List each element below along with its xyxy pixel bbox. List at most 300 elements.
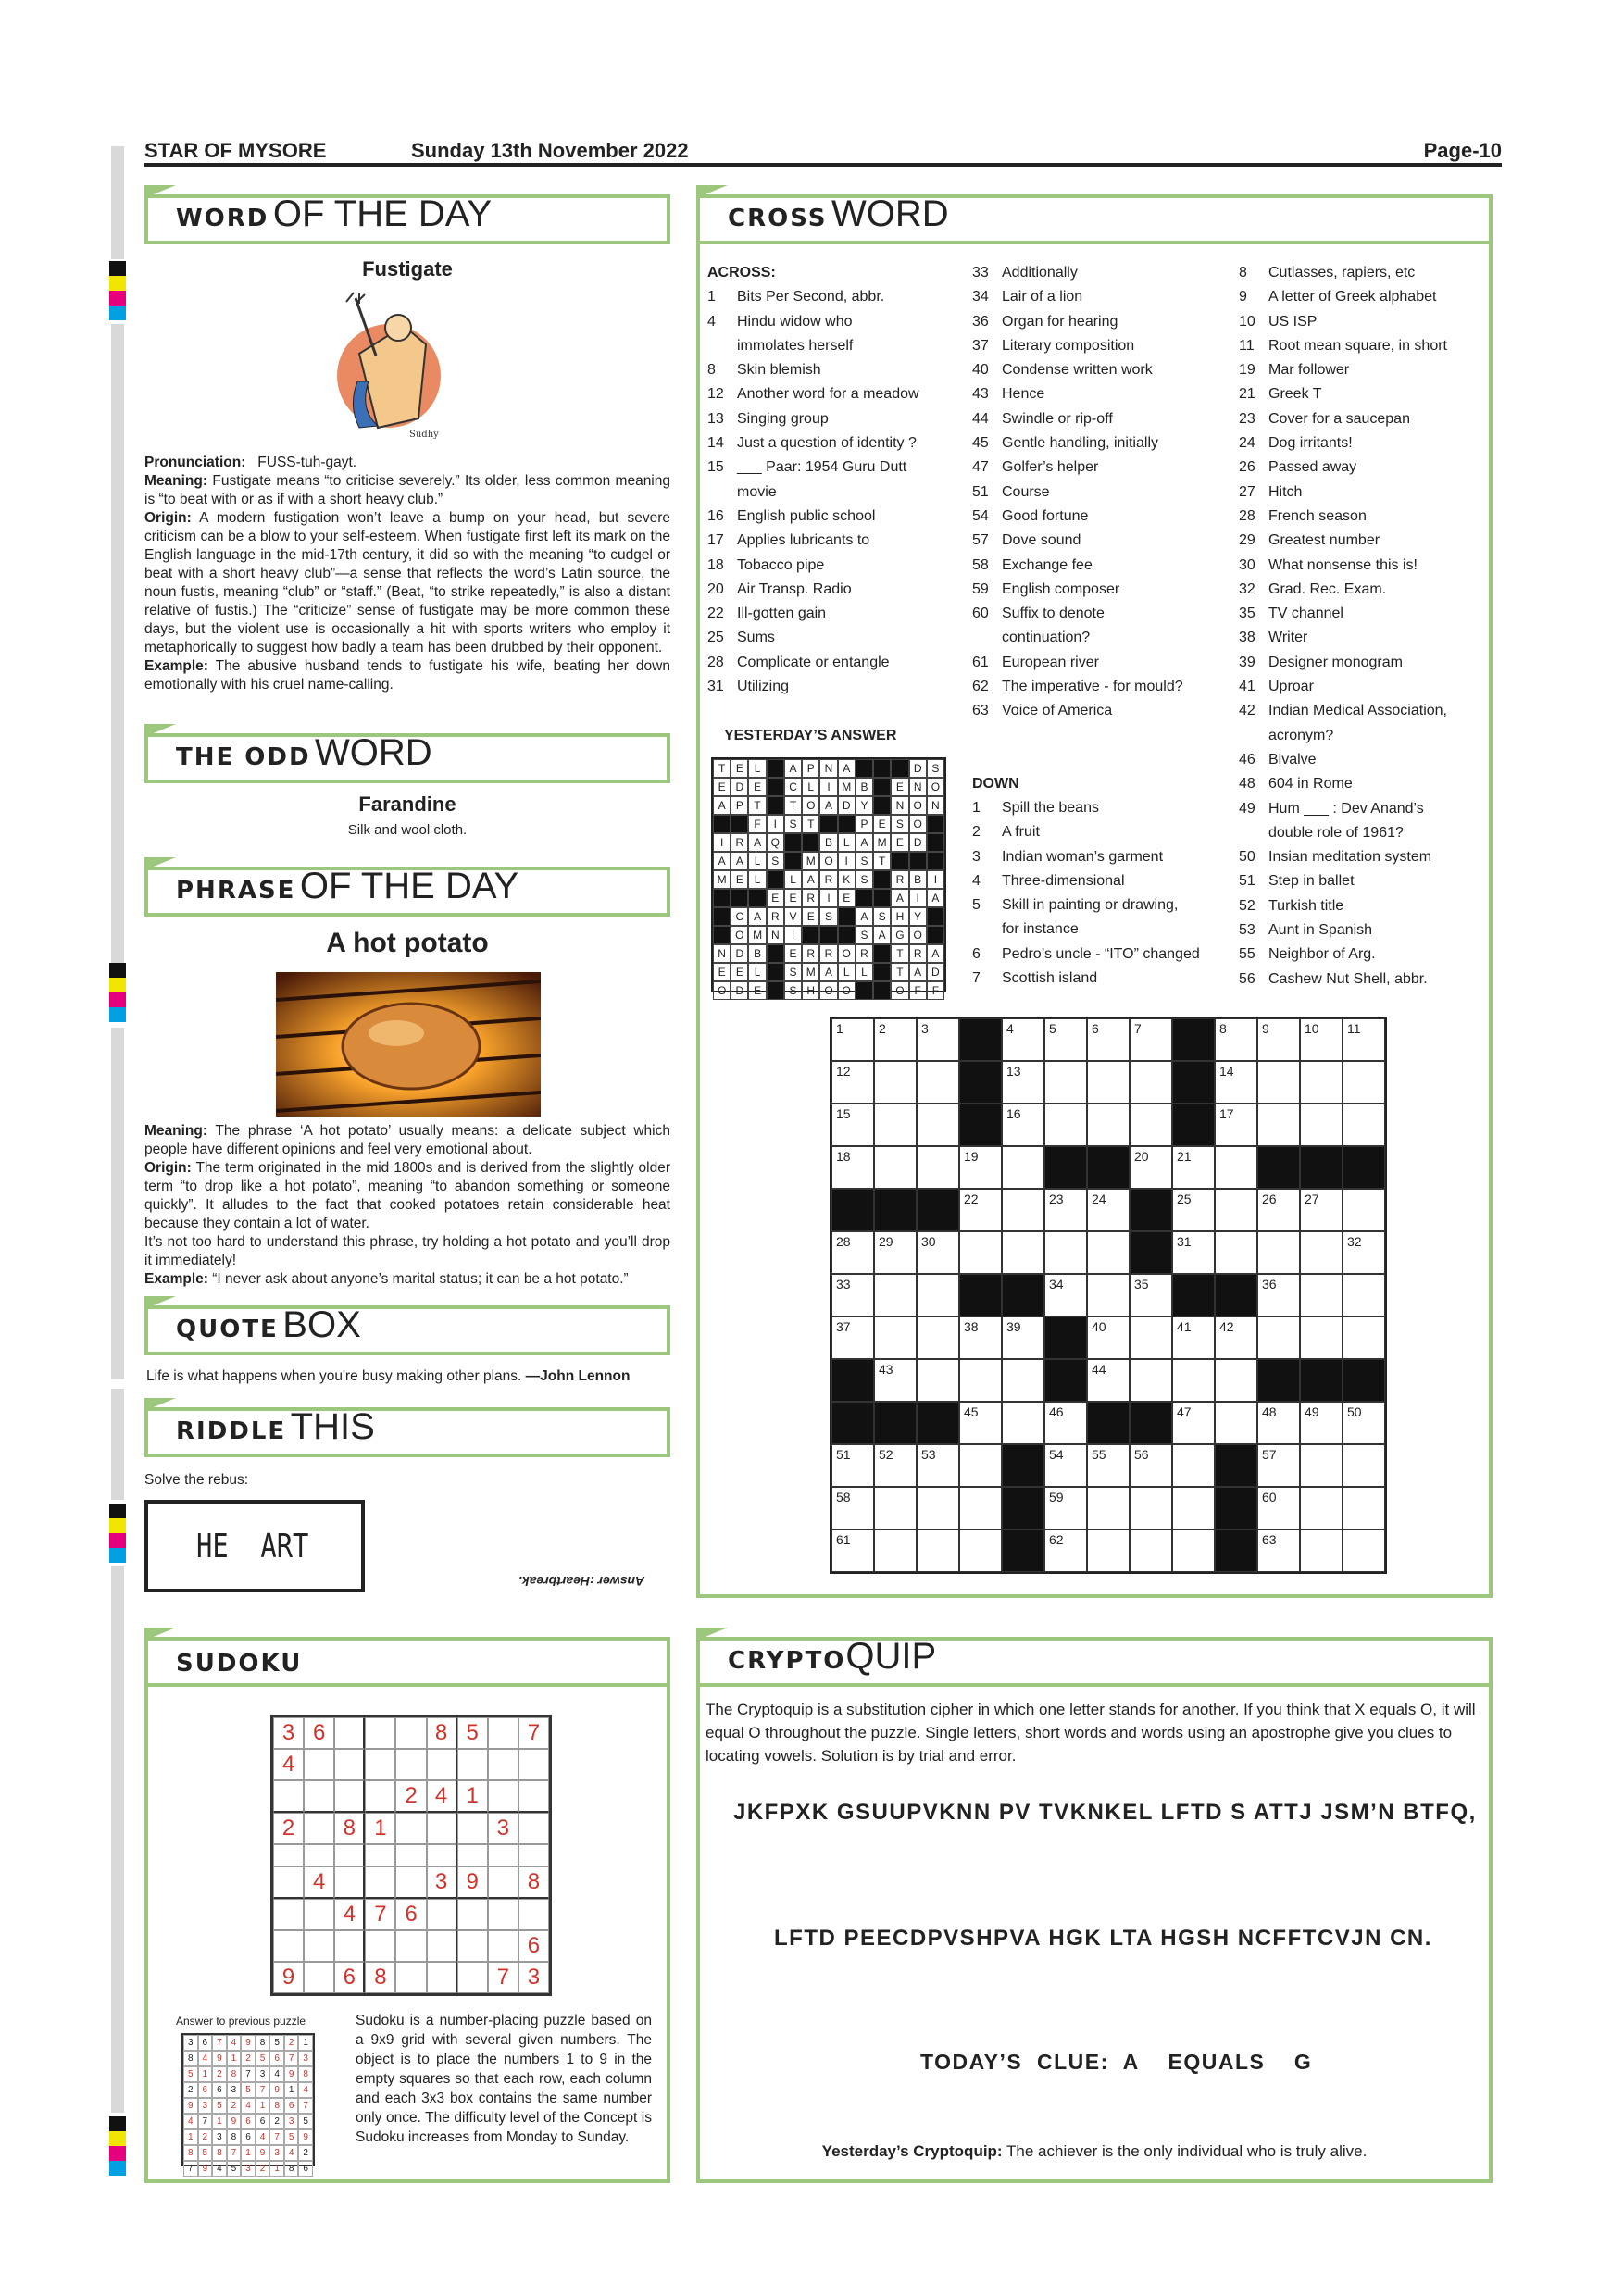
crossword-cell[interactable]: 45 xyxy=(959,1402,1002,1444)
sudoku-empty-cell[interactable] xyxy=(427,1930,457,1962)
clue-text: double role of 1961? xyxy=(1268,824,1404,841)
clue-row xyxy=(1239,358,1489,382)
crossword-cell[interactable] xyxy=(1087,1061,1130,1104)
phrase-of-day-banner xyxy=(144,867,670,917)
rebus-box xyxy=(144,1500,365,1592)
answer-cell: O xyxy=(909,815,927,833)
crossword-cell[interactable]: 34 xyxy=(1044,1274,1087,1316)
crossword-cell[interactable] xyxy=(1087,1529,1130,1572)
crossword-cell[interactable] xyxy=(1300,1231,1343,1274)
black-square xyxy=(1343,1359,1385,1402)
clue-text: Skin blemish xyxy=(737,362,821,379)
crossword-cell[interactable] xyxy=(917,1487,959,1529)
crossword-cell[interactable] xyxy=(1130,1316,1172,1359)
crossword-cell[interactable]: 22 xyxy=(959,1189,1002,1231)
crossword-cell[interactable]: 31 xyxy=(1172,1231,1215,1274)
crossword-cell[interactable] xyxy=(874,1146,917,1189)
sudoku-empty-cell[interactable] xyxy=(334,1717,365,1749)
sudoku-answer-title: Answer to previous puzzle xyxy=(176,2015,306,2028)
answer-cell: I xyxy=(927,870,944,889)
clue-text: Hindu widow who xyxy=(737,313,853,330)
crossword-cell[interactable] xyxy=(917,1359,959,1402)
sudoku-answer-cell: 2 xyxy=(227,2098,242,2114)
crossword-cell[interactable] xyxy=(1087,1274,1130,1316)
sudoku-empty-cell[interactable] xyxy=(304,1844,334,1866)
crossword-cell[interactable] xyxy=(874,1061,917,1104)
clue-number: 30 xyxy=(1239,556,1255,573)
sudoku-empty-cell[interactable] xyxy=(457,1844,488,1866)
sudoku-empty-cell[interactable] xyxy=(427,1749,457,1780)
crossword-cell[interactable]: 30 xyxy=(917,1231,959,1274)
crossword-cell[interactable] xyxy=(1044,1231,1087,1274)
clue-row xyxy=(707,554,957,578)
black-square xyxy=(873,759,891,778)
crossword-cell[interactable]: 32 xyxy=(1343,1231,1385,1274)
crossword-cell[interactable] xyxy=(1257,1061,1300,1104)
crossword-cell[interactable] xyxy=(959,1231,1002,1274)
crossword-cell[interactable] xyxy=(1300,1529,1343,1572)
clue-number: 41 xyxy=(1239,679,1255,695)
clue-row xyxy=(972,505,1222,529)
sudoku-empty-cell[interactable] xyxy=(395,1866,426,1899)
sudoku-empty-cell[interactable] xyxy=(365,1749,395,1780)
sudoku-empty-cell[interactable] xyxy=(395,1962,426,1993)
sudoku-empty-cell[interactable] xyxy=(304,1813,334,1844)
crossword-cell[interactable]: 63 xyxy=(1257,1529,1300,1572)
crossword-cell[interactable]: 9 xyxy=(1257,1018,1300,1061)
sudoku-given-cell: 3 xyxy=(518,1962,549,1993)
crossword-cell[interactable] xyxy=(874,1274,917,1316)
crossword-cell[interactable] xyxy=(1215,1402,1257,1444)
sudoku-empty-cell[interactable] xyxy=(518,1844,549,1866)
black-square xyxy=(1257,1359,1300,1402)
crossword-cell[interactable]: 36 xyxy=(1257,1274,1300,1316)
clue-text: Suffix to denote xyxy=(1002,605,1105,622)
black-square xyxy=(831,1189,874,1231)
sudoku-empty-cell[interactable] xyxy=(334,1780,365,1813)
crossword-cell[interactable]: 44 xyxy=(1087,1359,1130,1402)
clue-row xyxy=(972,285,1222,309)
page-header xyxy=(144,137,1502,167)
color-mark xyxy=(109,2131,126,2146)
sudoku-answer-cell: 6 xyxy=(198,2035,213,2051)
crossword-cell[interactable]: 38 xyxy=(959,1316,1002,1359)
crossword-cell[interactable]: 40 xyxy=(1087,1316,1130,1359)
crossword-cell[interactable]: 60 xyxy=(1257,1487,1300,1529)
sudoku-empty-cell[interactable] xyxy=(518,1780,549,1813)
black-square xyxy=(767,796,784,815)
crossword-cell[interactable] xyxy=(1300,1061,1343,1104)
crossword-cell[interactable] xyxy=(1172,1529,1215,1572)
crossword-cell[interactable] xyxy=(917,1316,959,1359)
crossword-cell[interactable]: 54 xyxy=(1044,1444,1087,1487)
crossword-cell[interactable] xyxy=(1343,1316,1385,1359)
sudoku-answer-cell: 4 xyxy=(256,2129,270,2145)
sudoku-empty-cell[interactable] xyxy=(273,1930,304,1962)
sudoku-answer-cell: 6 xyxy=(212,2082,227,2098)
crossword-grid[interactable] xyxy=(830,1017,1387,1574)
sudoku-empty-cell[interactable] xyxy=(457,1899,488,1930)
crossword-cell[interactable] xyxy=(1257,1231,1300,1274)
crossword-cell[interactable]: 26 xyxy=(1257,1189,1300,1231)
crossword-cell[interactable]: 8 xyxy=(1215,1018,1257,1061)
clue-number: 28 xyxy=(1239,507,1255,524)
crossword-cell[interactable] xyxy=(874,1529,917,1572)
clue-text: Lair of a lion xyxy=(1002,289,1083,306)
quote-text: Life is what happens when you're busy making other plans. —John Lennon xyxy=(146,1368,631,1384)
black-square xyxy=(927,907,944,926)
sudoku-empty-cell[interactable] xyxy=(518,1749,549,1780)
crossword-cell[interactable] xyxy=(1343,1061,1385,1104)
crossword-cell[interactable] xyxy=(917,1274,959,1316)
crossword-cell[interactable] xyxy=(959,1444,1002,1487)
sudoku-empty-cell[interactable] xyxy=(427,1899,457,1930)
crossword-cell[interactable] xyxy=(874,1487,917,1529)
sudoku-answer-cell: 2 xyxy=(269,2114,284,2129)
crossword-cell[interactable]: 29 xyxy=(874,1231,917,1274)
clue-number xyxy=(1239,724,1268,748)
black-square xyxy=(891,759,908,778)
sudoku-empty-cell[interactable] xyxy=(488,1780,518,1813)
clue-text: acronym? xyxy=(1268,727,1334,743)
answer-cell: D xyxy=(909,759,927,778)
crossword-cell[interactable]: 39 xyxy=(1002,1316,1044,1359)
clue-number: 20 xyxy=(707,580,724,597)
sudoku-empty-cell[interactable] xyxy=(304,1930,334,1962)
sudoku-given-cell: 1 xyxy=(365,1813,395,1844)
clue-number: 4 xyxy=(972,872,981,889)
crossword-cell[interactable] xyxy=(959,1359,1002,1402)
crossword-cell[interactable]: 62 xyxy=(1044,1529,1087,1572)
sudoku-empty-cell[interactable] xyxy=(488,1749,518,1780)
answer-cell: I xyxy=(767,815,784,833)
clue-number: 1 xyxy=(707,289,716,306)
sudoku-empty-cell[interactable] xyxy=(334,1866,365,1899)
sudoku-empty-cell[interactable] xyxy=(488,1717,518,1749)
crossword-cell[interactable]: 48 xyxy=(1257,1402,1300,1444)
crossword-cell[interactable] xyxy=(1343,1487,1385,1529)
clue-row xyxy=(972,699,1222,723)
sudoku-answer-cell: 4 xyxy=(241,2098,256,2114)
crossword-cell[interactable]: 21 xyxy=(1172,1146,1215,1189)
sudoku-empty-cell[interactable] xyxy=(304,1749,334,1780)
crossword-cell[interactable] xyxy=(1002,1231,1044,1274)
crossword-cell[interactable]: 46 xyxy=(1044,1402,1087,1444)
sudoku-empty-cell[interactable] xyxy=(427,1844,457,1866)
crossword-cell[interactable] xyxy=(959,1487,1002,1529)
sudoku-empty-cell[interactable] xyxy=(457,1813,488,1844)
color-mark xyxy=(109,1007,126,1022)
crossword-cell[interactable]: 50 xyxy=(1343,1402,1385,1444)
crossword-cell[interactable]: 41 xyxy=(1172,1316,1215,1359)
sudoku-empty-cell[interactable] xyxy=(365,1866,395,1899)
answer-cell: R xyxy=(891,870,908,889)
sudoku-empty-cell[interactable] xyxy=(365,1930,395,1962)
crossword-cell[interactable]: 12 xyxy=(831,1061,874,1104)
crossword-cell[interactable] xyxy=(1002,1402,1044,1444)
clue-text: Three-dimensional xyxy=(1002,872,1125,889)
answer-cell: T xyxy=(891,963,908,981)
crossword-cell[interactable]: 61 xyxy=(831,1529,874,1572)
sudoku-empty-cell[interactable] xyxy=(395,1717,426,1749)
clue-row xyxy=(972,578,1222,602)
answer-cell: P xyxy=(731,796,748,815)
crossword-cell[interactable]: 20 xyxy=(1130,1146,1172,1189)
color-mark xyxy=(109,992,126,1007)
sudoku-empty-cell[interactable] xyxy=(334,1930,365,1962)
crossword-cell[interactable] xyxy=(1343,1189,1385,1231)
paper-name: STAR OF MYSORE xyxy=(144,139,327,162)
crossword-cell[interactable]: 24 xyxy=(1087,1189,1130,1231)
answer-cell: A xyxy=(909,963,927,981)
crossword-cell[interactable]: 23 xyxy=(1044,1189,1087,1231)
sudoku-empty-cell[interactable] xyxy=(365,1717,395,1749)
crossword-cell[interactable] xyxy=(1130,1359,1172,1402)
crossword-cell[interactable]: 14 xyxy=(1215,1061,1257,1104)
clue-text: Cashew Nut Shell, abbr. xyxy=(1268,970,1428,987)
crossword-cell[interactable] xyxy=(1044,1061,1087,1104)
answer-cell: A xyxy=(819,963,837,981)
clue-text: Additionally xyxy=(1002,265,1078,281)
clue-row xyxy=(1239,505,1489,529)
clue-row xyxy=(707,675,957,699)
crossword-cell[interactable]: 16 xyxy=(1002,1104,1044,1146)
crossword-cell[interactable] xyxy=(1343,1274,1385,1316)
sudoku-empty-cell[interactable] xyxy=(334,1844,365,1866)
sudoku-answer-cell: 7 xyxy=(183,2161,198,2177)
crossword-cell[interactable] xyxy=(1172,1487,1215,1529)
crossword-cell[interactable] xyxy=(1172,1359,1215,1402)
crossword-cell[interactable]: 59 xyxy=(1044,1487,1087,1529)
crossword-cell[interactable] xyxy=(1044,1104,1087,1146)
sudoku-empty-cell[interactable] xyxy=(457,1962,488,1993)
crossword-cell[interactable]: 27 xyxy=(1300,1189,1343,1231)
crossword-cell[interactable] xyxy=(917,1104,959,1146)
crossword-cell[interactable] xyxy=(1257,1316,1300,1359)
sudoku-empty-cell[interactable] xyxy=(457,1930,488,1962)
crossword-cell[interactable]: 33 xyxy=(831,1274,874,1316)
crossword-cell[interactable] xyxy=(1215,1146,1257,1189)
sudoku-empty-cell[interactable] xyxy=(273,1780,304,1813)
yesterday-answer-title: YESTERDAY’S ANSWER xyxy=(724,728,897,743)
crossword-cell[interactable]: 53 xyxy=(917,1444,959,1487)
crossword-cell[interactable]: 6 xyxy=(1087,1018,1130,1061)
crossword-cell[interactable] xyxy=(917,1529,959,1572)
crossword-cell[interactable] xyxy=(1002,1189,1044,1231)
clue-text: Organ for hearing xyxy=(1002,313,1118,330)
sudoku-empty-cell[interactable] xyxy=(427,1813,457,1844)
crossword-cell[interactable] xyxy=(1087,1104,1130,1146)
sudoku-answer-cell: 3 xyxy=(183,2035,198,2051)
crossword-cell[interactable]: 15 xyxy=(831,1104,874,1146)
clue-number: 4 xyxy=(707,313,716,330)
crossword-cell[interactable]: 10 xyxy=(1300,1018,1343,1061)
sudoku-answer-cell: 7 xyxy=(269,2129,284,2145)
answer-cell: L xyxy=(856,963,873,981)
crossword-cell[interactable]: 1 xyxy=(831,1018,874,1061)
clue-text: Course xyxy=(1002,483,1050,500)
clue-text: Passed away xyxy=(1268,459,1357,476)
crossword-cell[interactable] xyxy=(874,1104,917,1146)
crossword-cell[interactable]: 7 xyxy=(1130,1018,1172,1061)
clue-number: 35 xyxy=(1239,605,1255,622)
answer-cell: N xyxy=(713,944,731,963)
clue-row xyxy=(1239,967,1489,992)
crossword-cell[interactable] xyxy=(1215,1359,1257,1402)
crossword-cell[interactable] xyxy=(874,1316,917,1359)
crossword-cell[interactable]: 57 xyxy=(1257,1444,1300,1487)
sudoku-empty-cell[interactable] xyxy=(304,1780,334,1813)
clue-row xyxy=(707,602,957,626)
sudoku-empty-cell[interactable] xyxy=(273,1866,304,1899)
crossword-cell[interactable] xyxy=(1300,1104,1343,1146)
crossword-cell[interactable] xyxy=(1300,1274,1343,1316)
crossword-cell[interactable] xyxy=(1130,1104,1172,1146)
sudoku-empty-cell[interactable] xyxy=(304,1899,334,1930)
crossword-cell[interactable] xyxy=(959,1529,1002,1572)
sudoku-empty-cell[interactable] xyxy=(395,1930,426,1962)
sudoku-empty-cell[interactable] xyxy=(457,1749,488,1780)
crossword-cell[interactable] xyxy=(1343,1104,1385,1146)
answer-cell: E xyxy=(713,963,731,981)
black-square xyxy=(713,907,731,926)
black-square xyxy=(731,815,748,833)
sudoku-grid[interactable] xyxy=(270,1715,552,1996)
black-square xyxy=(927,852,944,870)
crossword-cell[interactable]: 37 xyxy=(831,1316,874,1359)
crossword-cell[interactable] xyxy=(1002,1359,1044,1402)
crossword-cell[interactable] xyxy=(1087,1231,1130,1274)
crossword-cell[interactable] xyxy=(1130,1061,1172,1104)
clue-text: Skill in painting or drawing, xyxy=(1002,897,1179,914)
black-square xyxy=(1002,1529,1044,1572)
sudoku-empty-cell[interactable] xyxy=(273,1844,304,1866)
crossword-cell[interactable]: 19 xyxy=(959,1146,1002,1189)
crossword-cell[interactable] xyxy=(1343,1529,1385,1572)
crossword-cell[interactable]: 56 xyxy=(1130,1444,1172,1487)
sudoku-empty-cell[interactable] xyxy=(488,1866,518,1899)
crossword-cell[interactable] xyxy=(1300,1444,1343,1487)
crossword-cell[interactable]: 11 xyxy=(1343,1018,1385,1061)
sudoku-answer-cell: 2 xyxy=(241,2051,256,2066)
sudoku-empty-cell[interactable] xyxy=(304,1962,334,1993)
black-square xyxy=(784,852,802,870)
crossword-cell[interactable]: 51 xyxy=(831,1444,874,1487)
sudoku-given-cell: 4 xyxy=(304,1866,334,1899)
sudoku-empty-cell[interactable] xyxy=(488,1844,518,1866)
crossword-cell[interactable] xyxy=(1215,1189,1257,1231)
crossword-cell[interactable] xyxy=(1215,1231,1257,1274)
sudoku-empty-cell[interactable] xyxy=(395,1749,426,1780)
crossword-cell[interactable] xyxy=(1257,1104,1300,1146)
answer-cell: E xyxy=(891,833,908,852)
crossword-cell[interactable]: 2 xyxy=(874,1018,917,1061)
clue-row xyxy=(972,261,1222,285)
black-square xyxy=(1215,1444,1257,1487)
crossword-cell[interactable]: 42 xyxy=(1215,1316,1257,1359)
crossword-cell[interactable] xyxy=(1087,1487,1130,1529)
sudoku-empty-cell[interactable] xyxy=(395,1813,426,1844)
clue-text: Indian Medical Association, xyxy=(1268,703,1447,719)
crossword-cell[interactable]: 47 xyxy=(1172,1402,1215,1444)
sudoku-empty-cell[interactable] xyxy=(518,1899,549,1930)
crossword-cell[interactable]: 5 xyxy=(1044,1018,1087,1061)
clue-text: European river xyxy=(1002,654,1099,670)
clue-text: A fruit xyxy=(1002,824,1040,841)
crossword-cell[interactable]: 3 xyxy=(917,1018,959,1061)
black-square xyxy=(713,815,731,833)
clue-number: 52 xyxy=(1239,897,1255,914)
crossword-cell[interactable] xyxy=(1130,1529,1172,1572)
clue-row xyxy=(972,967,1222,991)
crossword-cell[interactable] xyxy=(917,1146,959,1189)
clue-text: Gentle handling, initially xyxy=(1002,435,1158,452)
black-square xyxy=(1130,1402,1172,1444)
crossword-cell[interactable] xyxy=(1002,1146,1044,1189)
crossword-cell[interactable]: 35 xyxy=(1130,1274,1172,1316)
sudoku-empty-cell[interactable] xyxy=(334,1749,365,1780)
clue-text: Applies lubricants to xyxy=(737,532,870,549)
crossword-cell[interactable]: 25 xyxy=(1172,1189,1215,1231)
clue-text: for instance xyxy=(1002,921,1079,938)
sudoku-empty-cell[interactable] xyxy=(365,1780,395,1813)
sudoku-empty-cell[interactable] xyxy=(518,1813,549,1844)
answer-cell: K xyxy=(838,870,856,889)
crossword-cell[interactable] xyxy=(1343,1444,1385,1487)
clue-text: French season xyxy=(1268,507,1367,524)
sudoku-answer-cell: 2 xyxy=(256,2161,270,2177)
clue-number: 14 xyxy=(707,435,724,452)
crossword-cell[interactable]: 52 xyxy=(874,1444,917,1487)
crossword-cell[interactable]: 17 xyxy=(1215,1104,1257,1146)
clue-row xyxy=(972,382,1222,406)
crossword-cell[interactable] xyxy=(1172,1444,1215,1487)
crossword-cell[interactable]: 43 xyxy=(874,1359,917,1402)
crossword-cell[interactable] xyxy=(1300,1487,1343,1529)
crossword-cell[interactable]: 4 xyxy=(1002,1018,1044,1061)
answer-cell: I xyxy=(819,889,837,907)
crossword-cell[interactable]: 28 xyxy=(831,1231,874,1274)
clue-number: 7 xyxy=(972,970,981,987)
sudoku-given-cell: 7 xyxy=(365,1899,395,1930)
word-of-day-word: Fustigate xyxy=(362,257,453,281)
clue-text: Bivalve xyxy=(1268,751,1317,767)
crossword-cell[interactable] xyxy=(1130,1487,1172,1529)
crossword-cell[interactable]: 18 xyxy=(831,1146,874,1189)
crossword-cell[interactable]: 55 xyxy=(1087,1444,1130,1487)
sudoku-empty-cell[interactable] xyxy=(365,1844,395,1866)
answer-cell: S xyxy=(767,852,784,870)
clue-number: 10 xyxy=(1239,313,1255,330)
sudoku-empty-cell[interactable] xyxy=(273,1899,304,1930)
crossword-cell[interactable]: 49 xyxy=(1300,1402,1343,1444)
sudoku-answer-cell: 2 xyxy=(183,2082,198,2098)
sudoku-empty-cell[interactable] xyxy=(427,1962,457,1993)
crossword-cell[interactable]: 58 xyxy=(831,1487,874,1529)
crossword-cell[interactable] xyxy=(1300,1316,1343,1359)
black-square xyxy=(1215,1529,1257,1572)
sudoku-answer-cell: 5 xyxy=(256,2051,270,2066)
crossword-cell[interactable] xyxy=(917,1061,959,1104)
sudoku-empty-cell[interactable] xyxy=(488,1930,518,1962)
clue-text: Golfer’s helper xyxy=(1002,459,1099,476)
across-clues-2 xyxy=(972,261,1222,991)
black-square xyxy=(1044,1316,1087,1359)
crossword-cell[interactable]: 13 xyxy=(1002,1061,1044,1104)
sudoku-empty-cell[interactable] xyxy=(395,1844,426,1866)
sudoku-empty-cell[interactable] xyxy=(488,1899,518,1930)
sudoku-answer-cell: 7 xyxy=(256,2082,270,2098)
